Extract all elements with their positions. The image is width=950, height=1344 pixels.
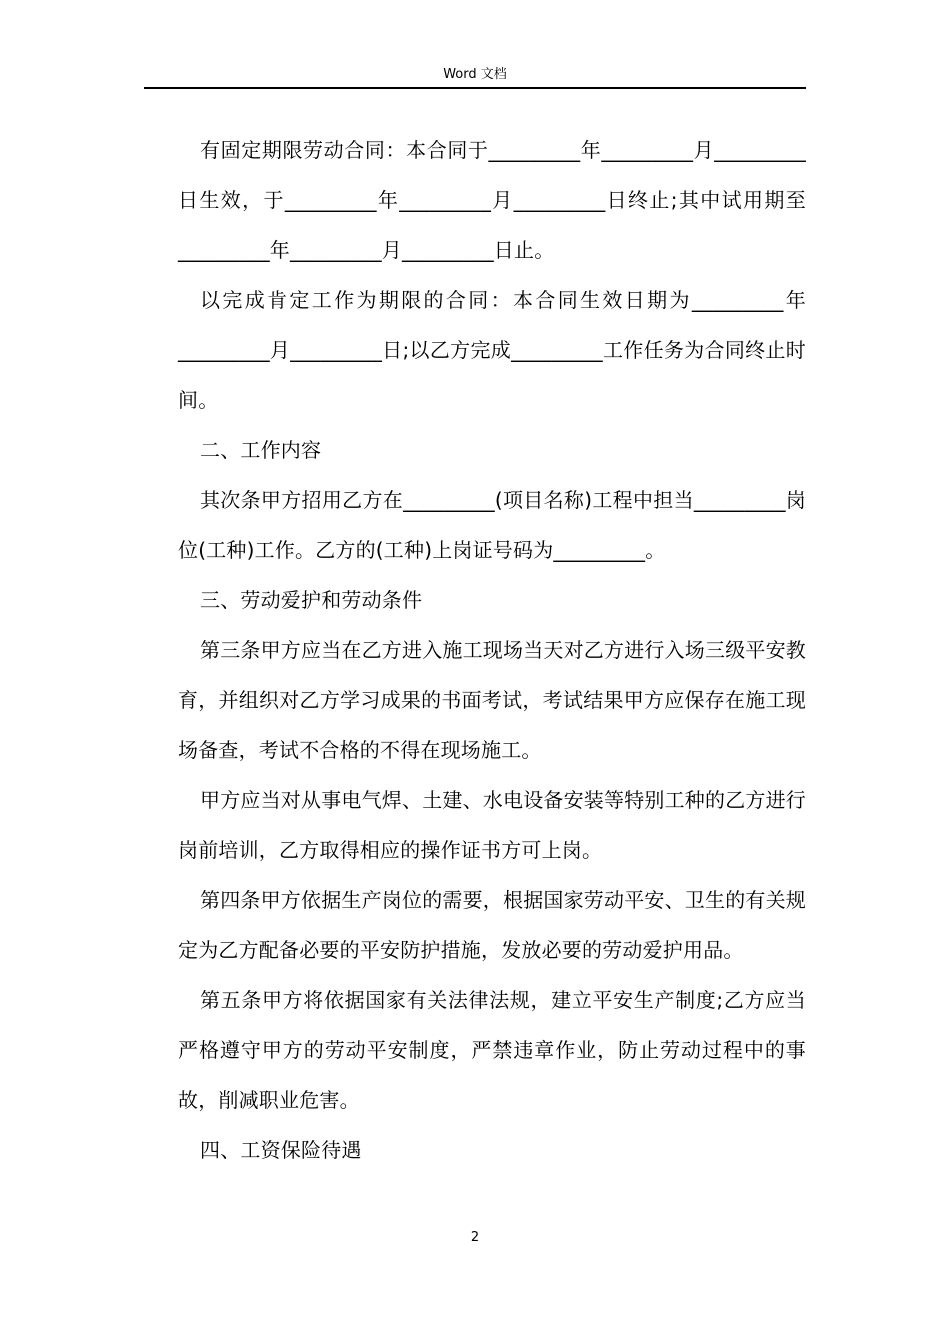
header-divider [144,87,806,89]
paragraph-article-2: 其次条甲方招用乙方在_________(项目名称)工程中担当_________岗位(工种)工作。乙方的(工种)上岗证号码为_________。 [178,488,806,562]
paragraph-article-4: 第四条甲方依据生产岗位的需要，根据国家劳动平安、卫生的有关规定为乙方配备必要的平安防护措施，发放必要的劳动爱护用品。 [178,888,806,962]
section-heading-wages-insurance: 四、工资保险待遇 [200,1138,362,1162]
paragraph-fixed-term-contract: 有固定期限劳动合同：本合同于_________年_________月_________日生效，于_________年_________月_________日终止;其中试用期至_________年_________月_________日止。 [178,138,806,262]
paragraph-task-based-contract: 以完成肯定工作为期限的合同：本合同生效日期为_________年_________月_________日;以乙方完成_________工作任务为合同终止时间。 [178,288,806,412]
paragraph-article-3: 第三条甲方应当在乙方进入施工现场当天对乙方进行入场三级平安教育，并组织对乙方学习成果的书面考试，考试结果甲方应保存在施工现场备查，考试不合格的不得在现场施工。 [178,638,806,762]
paragraph-article-5: 第五条甲方将依据国家有关法律法规，建立平安生产制度;乙方应当严格遵守甲方的劳动平安制度，严禁违章作业，防止劳动过程中的事故，削减职业危害。 [178,988,806,1112]
section-heading-work-content: 二、工作内容 [200,438,322,462]
document-body [178,125,806,1175]
page-number: 2 [470,1230,480,1245]
paragraph-special-training: 甲方应当对从事电气焊、土建、水电设备安装等特别工种的乙方进行岗前培训，乙方取得相应的操作证书方可上岗。 [178,788,806,862]
page-header: Word 文档 [443,67,507,82]
section-heading-labor-protection: 三、劳动爱护和劳动条件 [200,588,423,612]
